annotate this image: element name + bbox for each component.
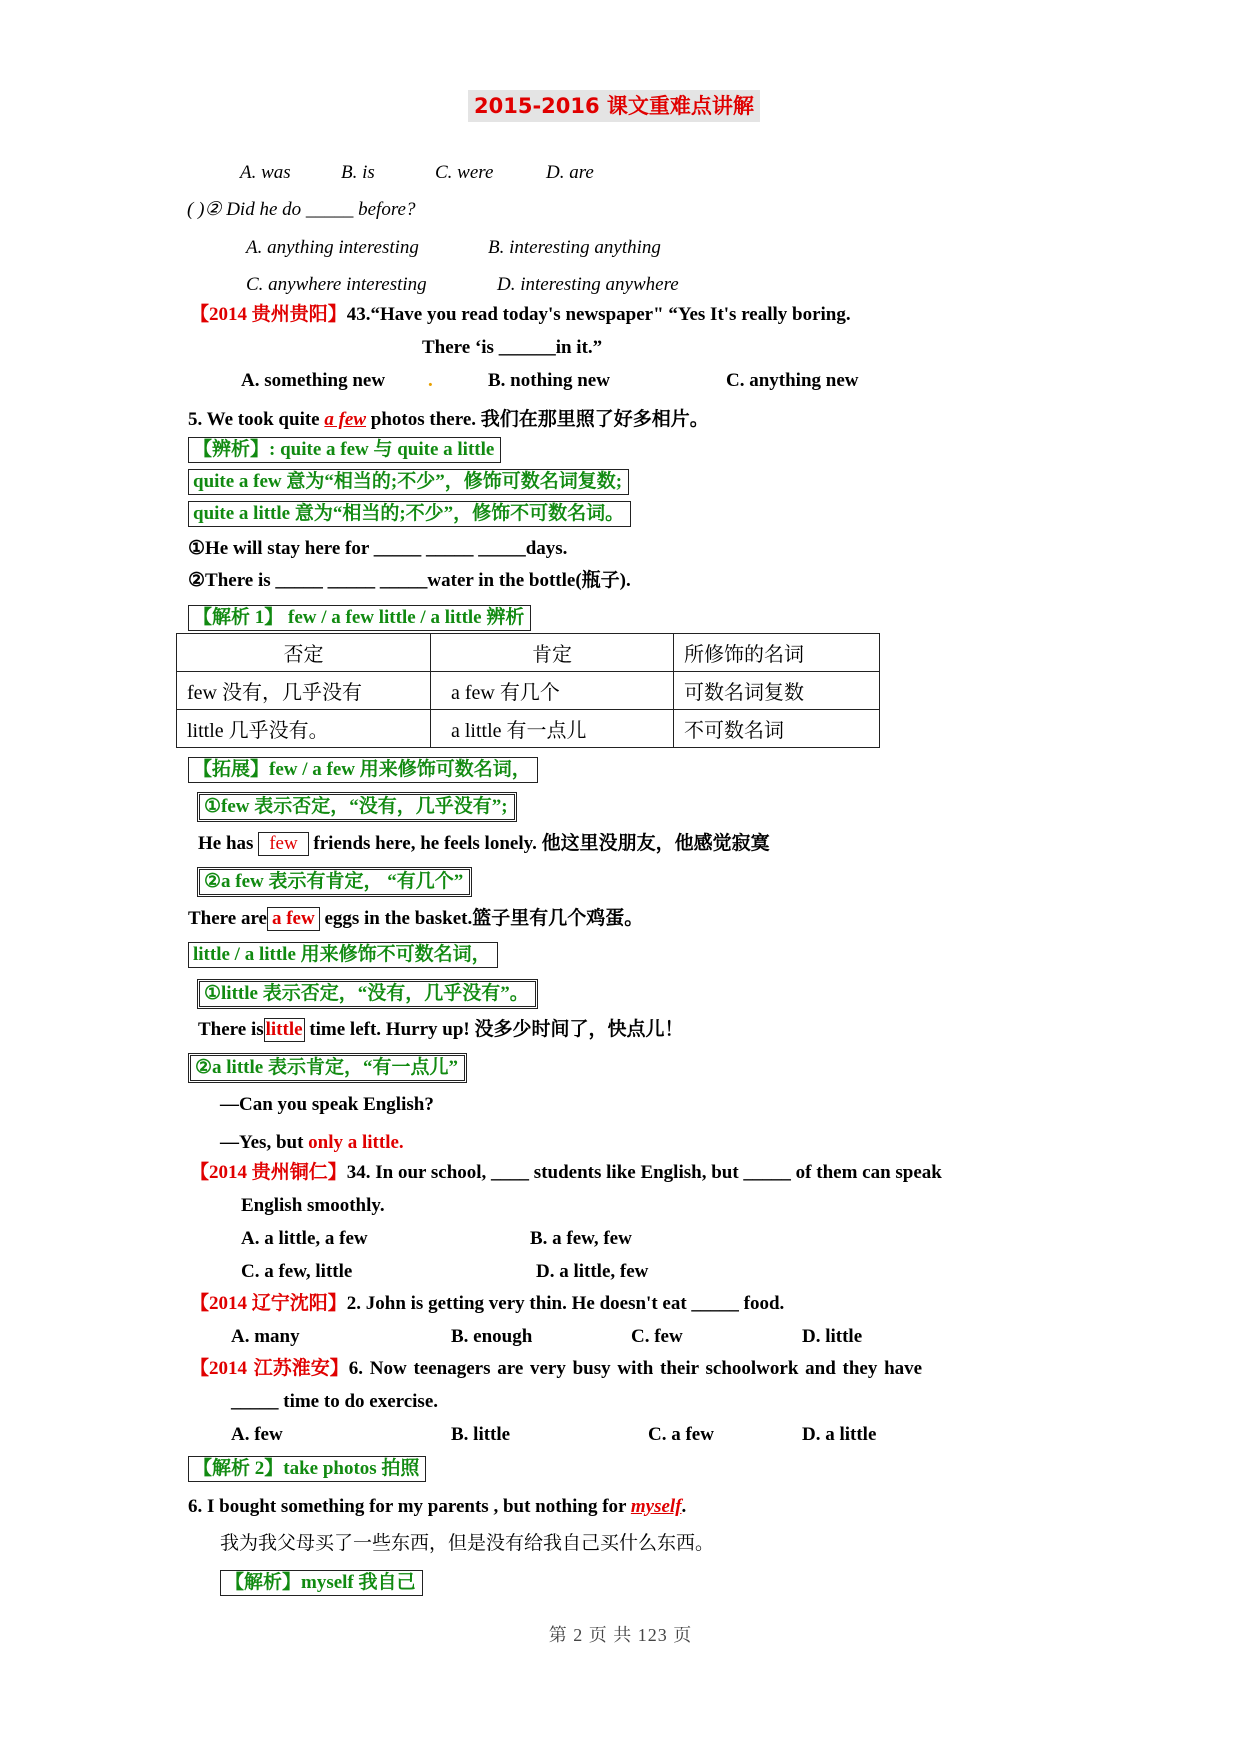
sentence-6 [188, 1495, 686, 1519]
little-extension-box: little / a little 用来修饰不可数名词， [188, 942, 498, 968]
shenyang-option-c: C. few [631, 1326, 683, 1347]
guiyang-option-b: B. nothing new [488, 370, 610, 391]
few-example-pre: He has [198, 833, 259, 854]
comparison-table [176, 633, 880, 748]
dialog-line-2-pre: —Yes, but [220, 1132, 309, 1153]
dialog-line-2 [220, 1131, 404, 1155]
table-row [177, 710, 880, 748]
question-2-stem: ( )② Did he do _____ before? [187, 199, 416, 220]
little-negative-box: ①little 表示否定，“没有，几乎没有”。 [197, 979, 538, 1009]
table-cell: a few 有几个 [431, 672, 674, 710]
distinction-box: 【辨析】: quite a few 与 quite a little [188, 437, 501, 463]
sentence-6-translation: 我为我父母买了一些东西，但是没有给我自己买什么东西。 [220, 1533, 715, 1554]
analysis-1-box: 【解析 1】 few / a few little / a little 辨析 [188, 605, 531, 631]
tongren-option-d: D. a little, few [536, 1261, 649, 1282]
table-header: 否定 [177, 634, 431, 672]
little-answer-box: little [265, 1019, 303, 1040]
table-cell: 不可数名词 [674, 710, 880, 748]
sentence-6-post: . [681, 1496, 687, 1517]
a-few-example-post: eggs in the basket.篮子里有几个鸡蛋。 [319, 908, 644, 929]
sentence-6-pre: 6. I bought something for my parents , but nothing for [188, 1496, 631, 1517]
tongren-stem-2: English smoothly. [241, 1195, 385, 1216]
table-cell: little 几乎没有。 [177, 710, 431, 748]
little-example-pre: There is [198, 1019, 264, 1040]
q2-option-b: B. interesting anything [488, 237, 661, 258]
a-few-answer-box: a few [267, 907, 320, 931]
guiyang-option-c: C. anything new [726, 370, 859, 391]
little-example [198, 1018, 683, 1042]
guiyang-stem-2: There ‘is ______in it.” [422, 337, 603, 358]
guiyang-question [190, 303, 851, 327]
q2-option-a: A. anything interesting [246, 237, 419, 258]
tongren-stem: 34. In our school, ____ students like English, but _____ of them can speak [346, 1162, 942, 1183]
option-d: D. are [546, 162, 594, 183]
shenyang-question [190, 1292, 784, 1316]
a-few-example [188, 907, 643, 931]
analysis-myself-box: 【解析】myself 我自己 [220, 1570, 423, 1596]
huaian-tag: 【2014 江苏淮安】 [190, 1358, 349, 1379]
shenyang-tag: 【2014 辽宁沈阳】 [190, 1293, 347, 1314]
q2-option-d: D. interesting anywhere [497, 274, 679, 295]
analysis-2-box: 【解析 2】take photos 拍照 [188, 1456, 426, 1482]
huaian-stem-2: _____ time to do exercise. [231, 1391, 439, 1412]
huaian-option-b: B. little [451, 1424, 511, 1445]
sentence-5 [188, 408, 709, 432]
option-b: B. is [341, 162, 375, 183]
a-few-example-pre: There are [188, 908, 267, 929]
few-answer-box: few [258, 832, 308, 856]
huaian-stem: 6. Now teenagers are very busy with their schoolwork and they have [348, 1358, 923, 1379]
guiyang-tag: 【2014 贵州贵阳】 [190, 304, 347, 325]
shenyang-stem: 2. John is getting very thin. He doesn't eat _____ food. [346, 1293, 785, 1314]
little-example-post: time left. Hurry up! 没多少时间了，快点儿！ [304, 1019, 684, 1040]
dialog-line-1: —Can you speak English? [220, 1094, 434, 1115]
sentence-6-answer: myself [630, 1496, 682, 1517]
sentence-5-answer: a few [324, 409, 367, 430]
tongren-option-b: B. a few, few [530, 1228, 632, 1249]
shenyang-option-a: A. many [231, 1326, 300, 1347]
page-title: 2015-2016 课文重难点讲解 [468, 90, 760, 122]
few-negative-box: ①few 表示否定，“没有，几乎没有”; [197, 792, 517, 822]
sentence-5-post: photos there. 我们在那里照了好多相片。 [366, 409, 709, 430]
huaian-option-c: C. a few [648, 1424, 714, 1445]
guiyang-option-a: A. something new [241, 370, 386, 391]
shenyang-option-d: D. little [802, 1326, 863, 1347]
option-c: C. were [435, 162, 494, 183]
tongren-question [190, 1161, 942, 1185]
table-header: 肯定 [431, 634, 674, 672]
tongren-option-c: C. a few, little [241, 1261, 353, 1282]
table-row [177, 672, 880, 710]
orange-dot: . [428, 370, 433, 391]
guiyang-stem: 43.“Have you read today's newspaper" “Yes It's really boring. [346, 304, 851, 325]
table-header: 所修饰的名词 [674, 634, 880, 672]
a-little-positive-box: ②a little 表示肯定，“有一点儿” [188, 1053, 467, 1083]
huaian-option-d: D. a little [802, 1424, 877, 1445]
quite-a-little-box: quite a little 意为“相当的;不少”，修饰不可数名词。 [188, 501, 631, 527]
page-footer: 第 2 页 共 123 页 [548, 1625, 693, 1645]
exercise-2: ②There is _____ _____ _____water in the bottle(瓶子). [188, 570, 631, 591]
tongren-tag: 【2014 贵州铜仁】 [190, 1162, 347, 1183]
extension-box: 【拓展】few / a few 用来修饰可数名词， [188, 757, 538, 783]
quite-a-few-box: quite a few 意为“相当的;不少”，修饰可数名词复数; [188, 469, 629, 495]
table-cell: few 没有，几乎没有 [177, 672, 431, 710]
few-example [198, 832, 770, 856]
table-header-row [177, 634, 880, 672]
option-a: A. was [240, 162, 291, 183]
exercise-1: ①He will stay here for _____ _____ _____days. [188, 538, 568, 559]
table-cell: a little 有一点儿 [431, 710, 674, 748]
tongren-option-a: A. a little, a few [241, 1228, 368, 1249]
huaian-question [190, 1357, 922, 1381]
huaian-option-a: A. few [231, 1424, 283, 1445]
table-cell: 可数名词复数 [674, 672, 880, 710]
dialog-line-2-red: only a little. [308, 1132, 404, 1153]
sentence-5-pre: 5. We took quite [188, 409, 325, 430]
shenyang-option-b: B. enough [451, 1326, 533, 1347]
few-example-post: friends here, he feels lonely. 他这里没朋友，他感觉寂寞 [308, 833, 770, 854]
q2-option-c: C. anywhere interesting [246, 274, 427, 295]
a-few-positive-box: ②a few 表示有肯定， “有几个” [197, 867, 472, 897]
